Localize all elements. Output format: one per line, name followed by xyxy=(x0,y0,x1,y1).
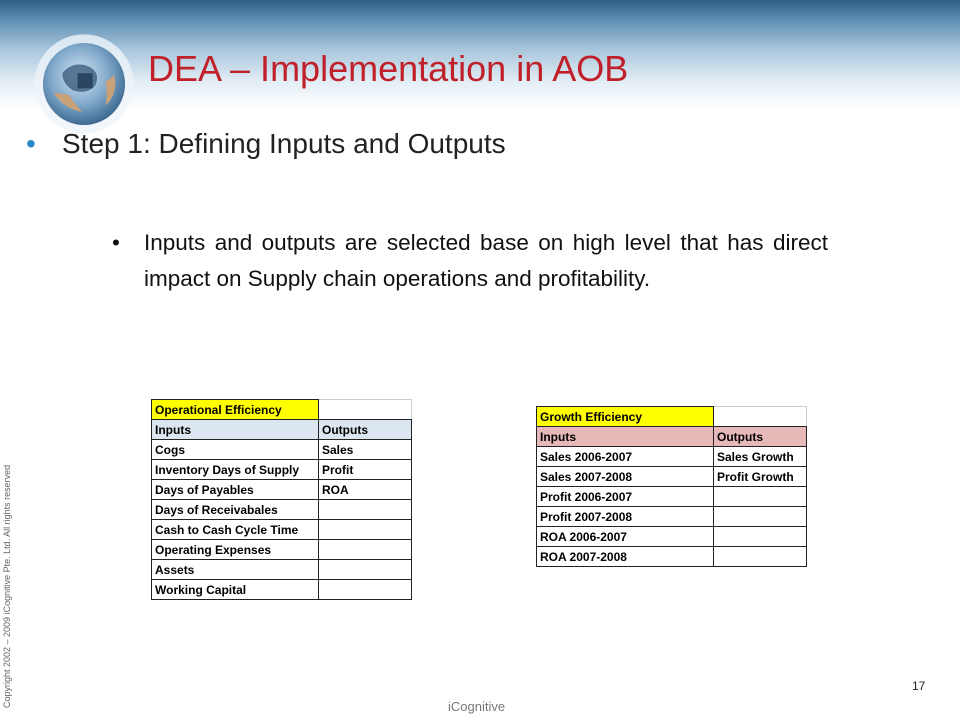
table-cell xyxy=(319,400,412,420)
table-row xyxy=(152,440,412,460)
copyright-notice: Copyright 2002 – 2009 iCognitive Pte. Ltd. All rights reserved xyxy=(2,464,12,708)
table-row xyxy=(152,580,412,600)
output-cell xyxy=(319,560,412,580)
output-cell xyxy=(319,520,412,540)
input-cell: Inventory Days of Supply xyxy=(152,460,319,480)
output-cell xyxy=(714,507,807,527)
bullet-inputs-outputs xyxy=(112,225,828,297)
input-cell: ROA 2007-2008 xyxy=(537,547,714,567)
input-cell: Operating Expenses xyxy=(152,540,319,560)
table-row xyxy=(537,507,807,527)
header-inputs: Inputs xyxy=(152,420,319,440)
input-cell: Sales 2007-2008 xyxy=(537,467,714,487)
header-outputs: Outputs xyxy=(714,427,807,447)
slide-title: DEA – Implementation in AOB xyxy=(148,48,629,89)
input-cell: Cash to Cash Cycle Time xyxy=(152,520,319,540)
table-row xyxy=(537,447,807,467)
table-title-row xyxy=(537,407,807,427)
output-cell: ROA xyxy=(319,480,412,500)
output-cell xyxy=(714,527,807,547)
table-row xyxy=(152,460,412,480)
output-cell: Sales Growth xyxy=(714,447,807,467)
table-row xyxy=(152,480,412,500)
footer-brand: iCognitive xyxy=(448,699,506,714)
growth-efficiency-table xyxy=(536,406,807,567)
table-title-cell: Operational Efficiency xyxy=(152,400,319,420)
table-row xyxy=(152,500,412,520)
bullet-inputs-outputs-text: Inputs and outputs are selected base on high level that has direct impact on Supply chain operations and profitability. xyxy=(144,230,828,291)
output-cell: Profit Growth xyxy=(714,467,807,487)
input-cell: Working Capital xyxy=(152,580,319,600)
input-cell: Cogs xyxy=(152,440,319,460)
table-header-row xyxy=(537,427,807,447)
output-cell xyxy=(319,580,412,600)
table-row xyxy=(537,467,807,487)
input-cell: Days of Payables xyxy=(152,480,319,500)
output-cell xyxy=(319,540,412,560)
table-row xyxy=(152,520,412,540)
output-cell xyxy=(319,500,412,520)
input-cell: Profit 2006-2007 xyxy=(537,487,714,507)
input-cell: ROA 2006-2007 xyxy=(537,527,714,547)
globe-hands-logo-icon xyxy=(30,30,138,138)
table-title-row xyxy=(152,400,412,420)
bullet-step1-text: Step 1: Defining Inputs and Outputs xyxy=(62,128,506,159)
table-row xyxy=(152,540,412,560)
table-row xyxy=(152,560,412,580)
header-outputs: Outputs xyxy=(319,420,412,440)
bullet-dot: • xyxy=(26,128,36,159)
table-row xyxy=(537,527,807,547)
bullet-step1 xyxy=(26,128,506,160)
output-cell: Profit xyxy=(319,460,412,480)
input-cell: Days of Receivabales xyxy=(152,500,319,520)
input-cell: Assets xyxy=(152,560,319,580)
table-row xyxy=(537,547,807,567)
table-header-row xyxy=(152,420,412,440)
output-cell xyxy=(714,547,807,567)
table-cell xyxy=(714,407,807,427)
page-number: 17 xyxy=(912,679,926,693)
input-cell: Profit 2007-2008 xyxy=(537,507,714,527)
input-cell: Sales 2006-2007 xyxy=(537,447,714,467)
bullet-dot: • xyxy=(112,230,120,255)
output-cell xyxy=(714,487,807,507)
header-inputs: Inputs xyxy=(537,427,714,447)
table-row xyxy=(537,487,807,507)
table-title-cell: Growth Efficiency xyxy=(537,407,714,427)
output-cell: Sales xyxy=(319,440,412,460)
operational-efficiency-table xyxy=(151,399,412,600)
